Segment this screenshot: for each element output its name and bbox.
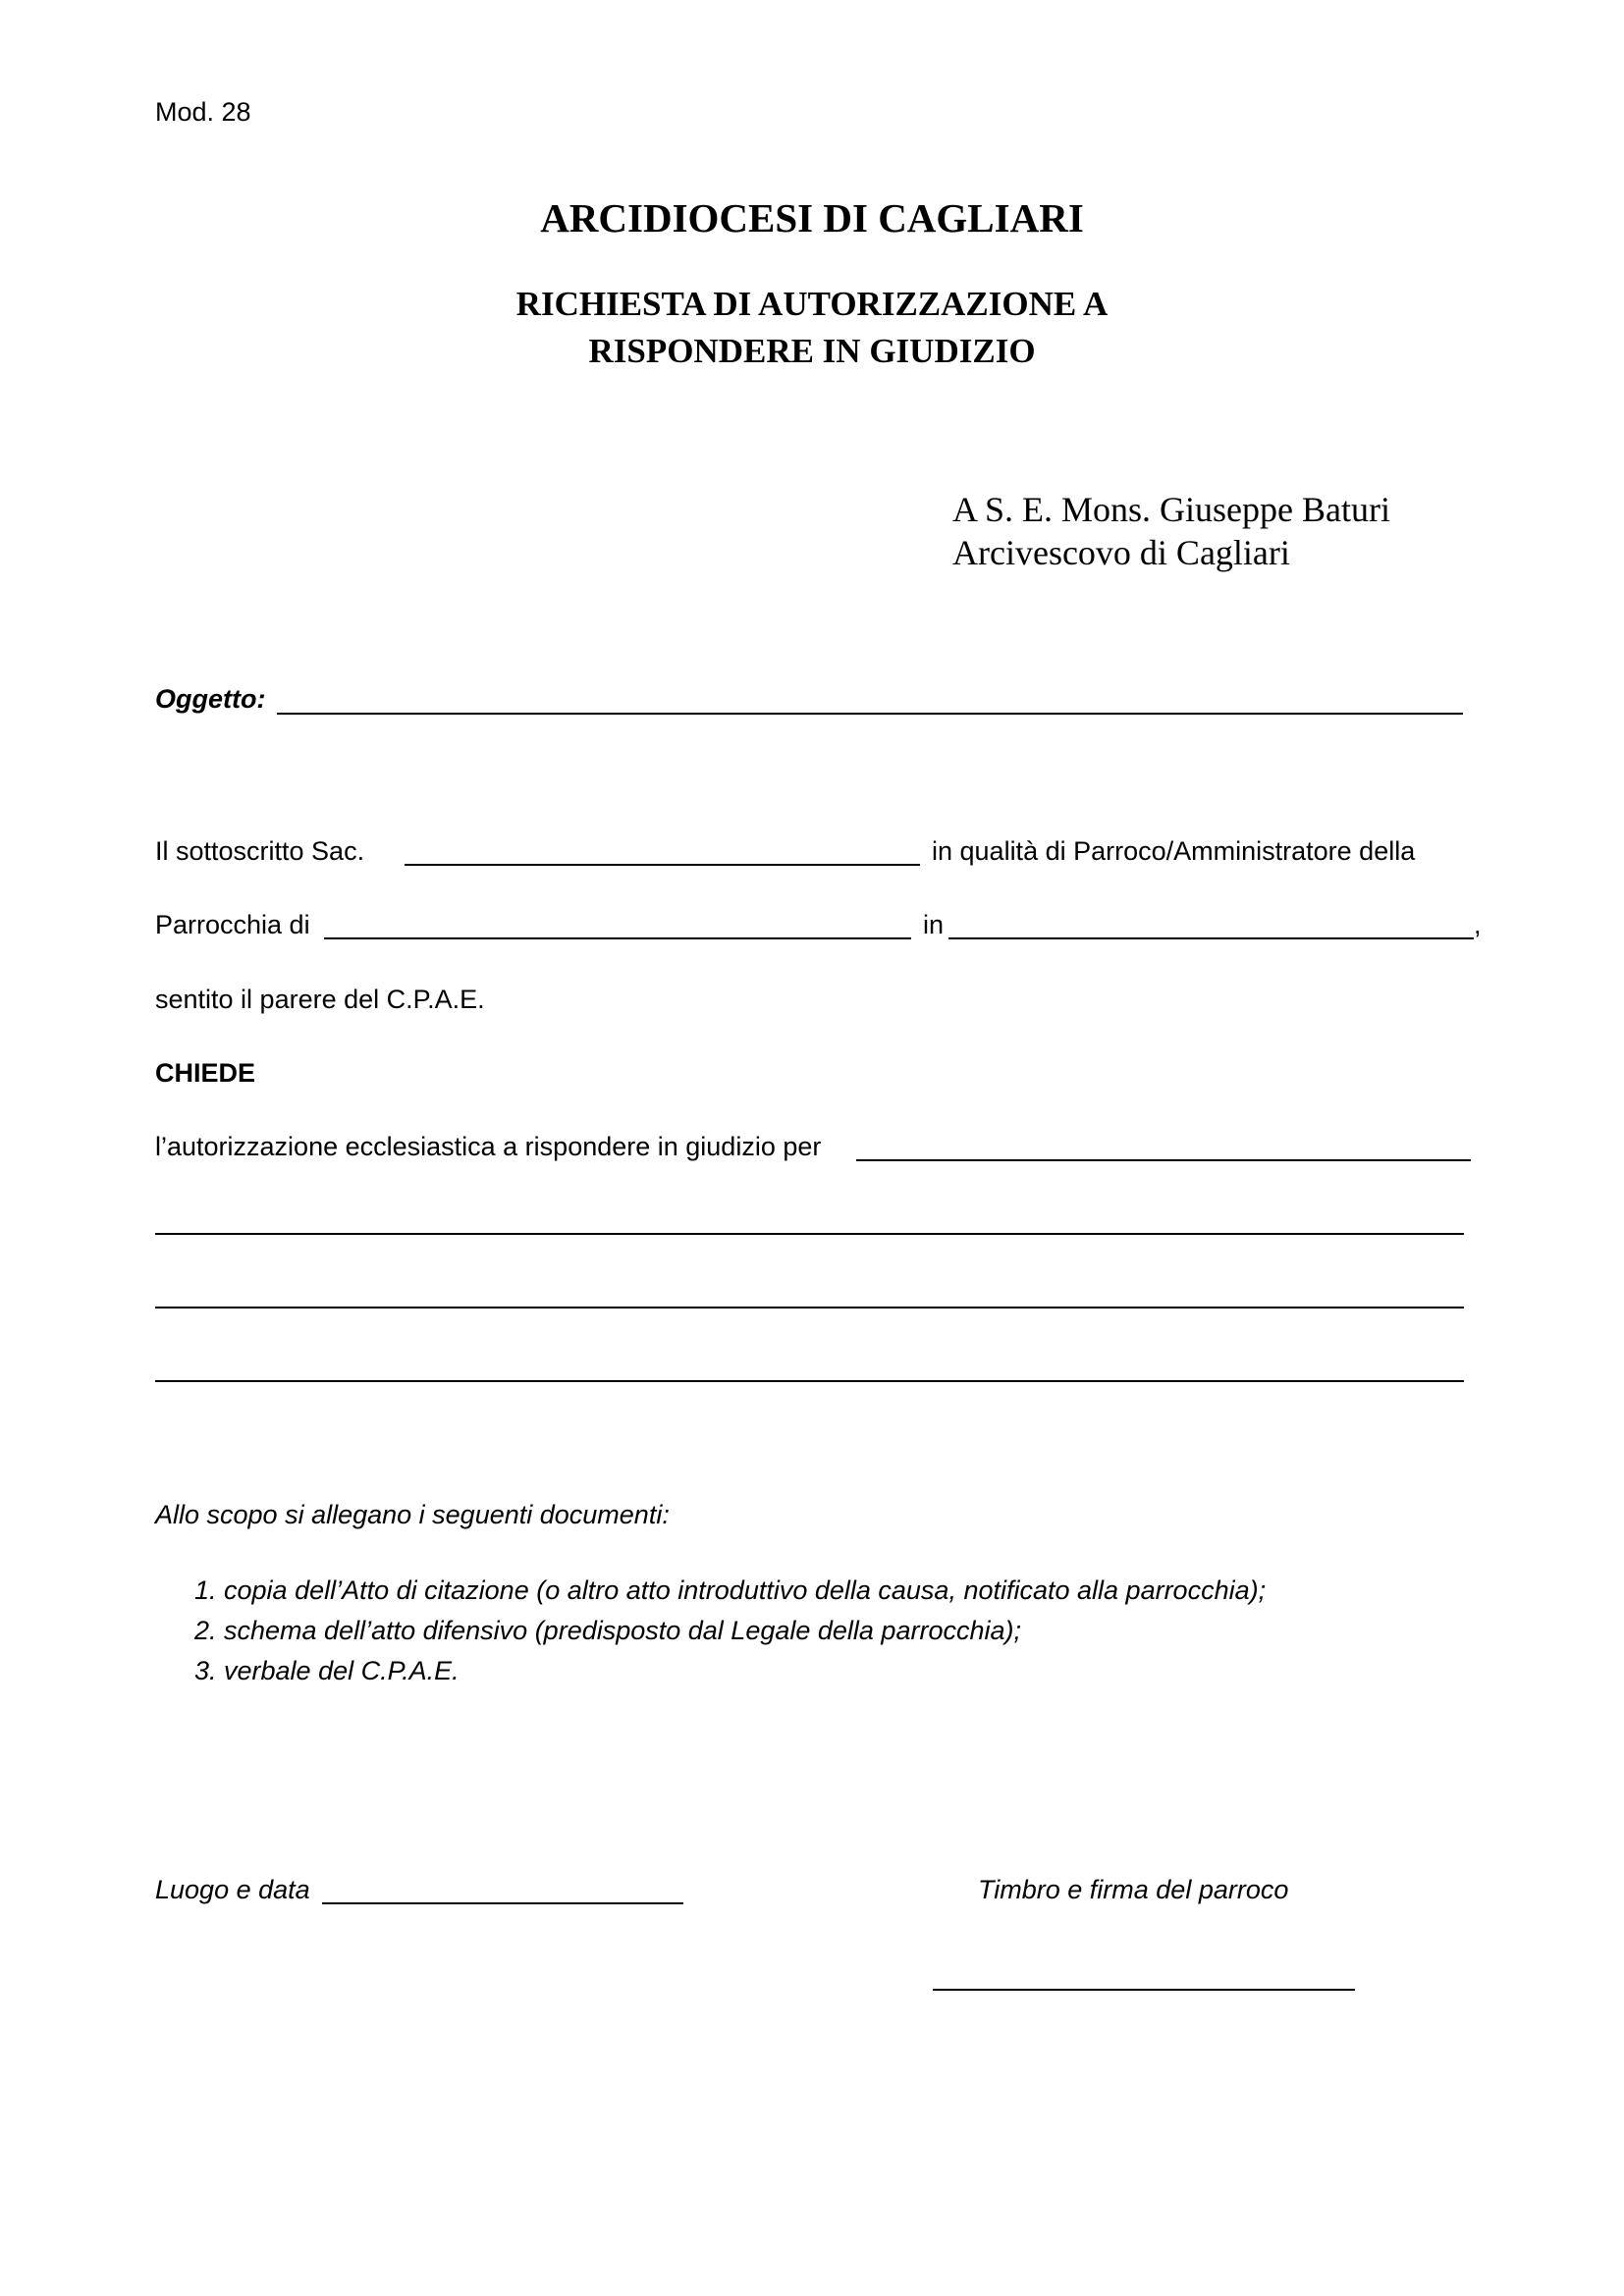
cpae-text: sentito il parere del C.P.A.E. bbox=[155, 985, 485, 1014]
undersigned-label: Il sottoscritto Sac. bbox=[155, 836, 365, 866]
role-text: in qualità di Parroco/Amministratore della bbox=[932, 836, 1416, 866]
signature-label: Timbro e firma del parroco bbox=[978, 1875, 1289, 1904]
subject-field[interactable] bbox=[277, 713, 1463, 715]
location-field[interactable] bbox=[948, 937, 1474, 939]
extra-line-1[interactable] bbox=[155, 1233, 1464, 1235]
document-title: ARCIDIOCESI DI CAGLIARI bbox=[540, 195, 1084, 240]
authorization-text: l’autorizzazione ecclesiastica a rispondere in giudizio per bbox=[155, 1132, 822, 1161]
place-date-label: Luogo e data bbox=[155, 1875, 310, 1904]
document-subtitle-line1: RICHIESTA DI AUTORIZZAZIONE A bbox=[515, 285, 1109, 323]
parish-field[interactable] bbox=[324, 937, 911, 939]
request-heading: CHIEDE bbox=[155, 1058, 256, 1088]
comma: , bbox=[1474, 910, 1482, 939]
attachments-intro: Allo scopo si allegano i seguenti documenti: bbox=[155, 1500, 670, 1529]
recipient-line1: A S. E. Mons. Giuseppe Baturi bbox=[952, 490, 1390, 529]
parish-label: Parrocchia di bbox=[155, 910, 310, 939]
document-subtitle-line2: RISPONDERE IN GIUDIZIO bbox=[588, 332, 1036, 370]
attachment-item-2: 2. schema dell’atto difensivo (predisposto dal Legale della parrocchia); bbox=[194, 1616, 1021, 1645]
authorization-field[interactable] bbox=[856, 1159, 1471, 1161]
attachment-item-1: 1. copia dell’Atto di citazione (o altro atto introduttivo della causa, notificato alla parrocchia); bbox=[194, 1575, 1267, 1605]
subject-label: Oggetto: bbox=[155, 684, 266, 714]
model-code: Mod. 28 bbox=[155, 97, 251, 127]
attachment-item-3: 3. verbale del C.P.A.E. bbox=[194, 1656, 460, 1685]
extra-line-3[interactable] bbox=[155, 1380, 1464, 1382]
in-label: in bbox=[923, 910, 945, 939]
place-date-field[interactable] bbox=[322, 1902, 683, 1904]
priest-name-field[interactable] bbox=[405, 864, 920, 866]
recipient-line2: Arcivescovo di Cagliari bbox=[952, 533, 1290, 572]
extra-line-2[interactable] bbox=[155, 1307, 1464, 1308]
signature-field[interactable] bbox=[933, 1989, 1355, 1991]
